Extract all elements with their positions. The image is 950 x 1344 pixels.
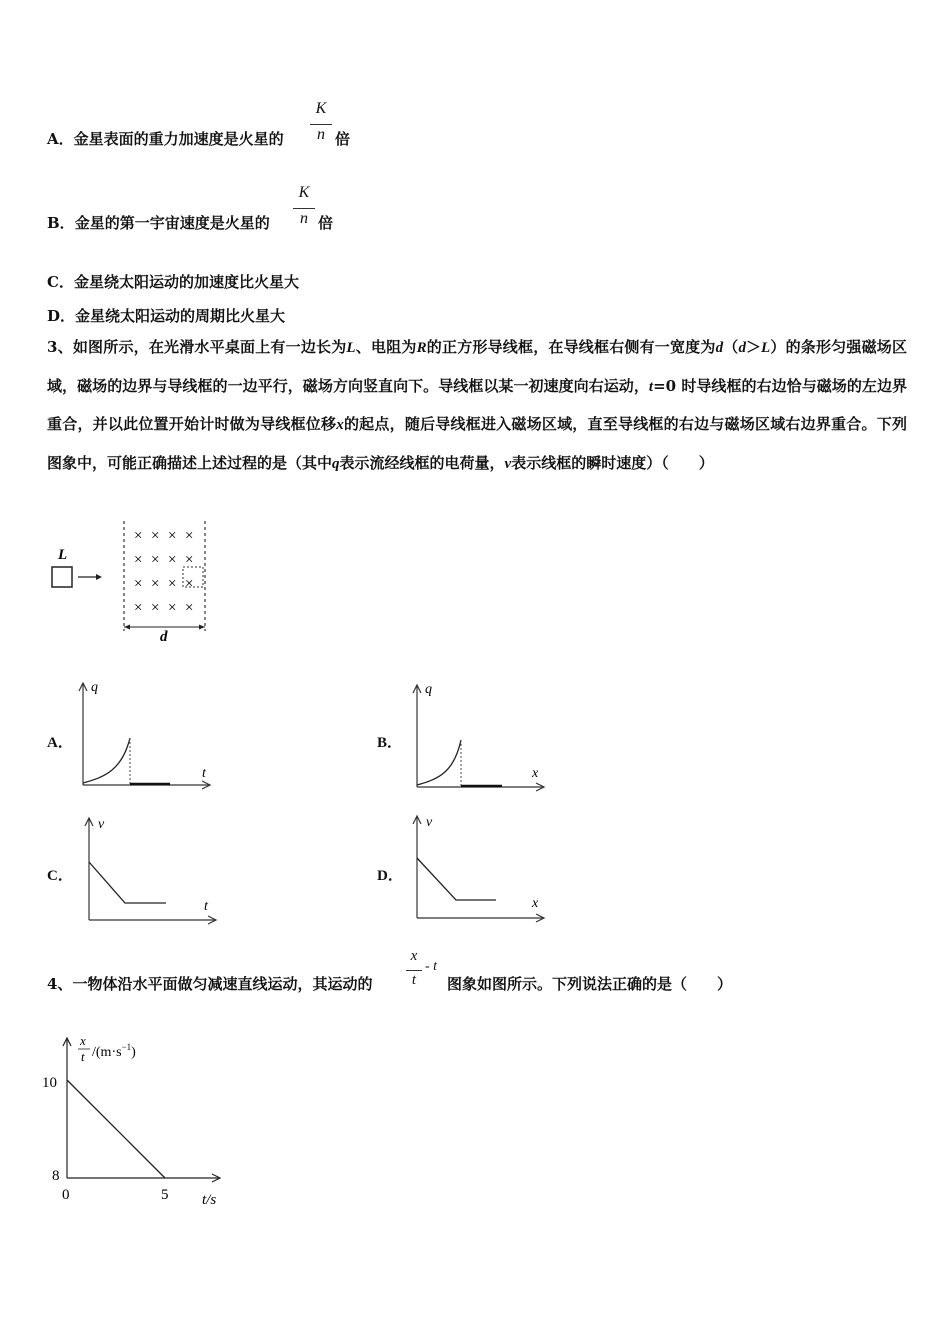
field-cross: × — [168, 600, 177, 616]
velocity-line — [417, 858, 496, 900]
x-axis-label: t/s — [202, 1192, 217, 1208]
option-a-suffix: 倍 — [335, 130, 351, 148]
question-number: 4、 — [47, 975, 73, 993]
option-c — [47, 271, 299, 292]
option-d — [47, 305, 285, 326]
field-cross: × — [168, 552, 177, 568]
field-cross: × — [151, 600, 160, 616]
velocity-line — [89, 862, 166, 903]
fraction-numerator: x — [410, 948, 418, 964]
graph-a — [70, 675, 220, 795]
x-axis-label: t — [204, 899, 208, 914]
option-a-text: 金星表面的重力加速度是火星的 — [73, 130, 284, 148]
question-3-stem — [47, 329, 907, 483]
var-t: t — [648, 378, 654, 395]
fraction-denominator: n — [300, 210, 308, 227]
q4-xt-chart — [40, 1030, 240, 1210]
stem-text: 的正方形导线框，在导线框右侧有一宽度为 — [426, 338, 716, 356]
dim-arrow-right — [199, 625, 205, 630]
option-b-label: B． — [47, 214, 75, 232]
field-cross: × — [168, 576, 177, 592]
fraction-denominator: n — [317, 126, 325, 143]
option-d-label: D． — [47, 307, 76, 325]
stem-text: 如图所示，在光滑水平桌面上有一边长为 — [72, 338, 347, 356]
graph-d-label: D． — [377, 868, 403, 884]
field-cross: × — [134, 552, 143, 568]
option-a-label: A． — [47, 130, 74, 148]
var-d: d — [738, 340, 746, 356]
option-d-text: 金星绕太阳运动的周期比火星大 — [75, 307, 286, 325]
field-cross: × — [151, 528, 160, 544]
dim-arrow-left — [124, 625, 130, 630]
question-4-stem-end: 图象如图所示。下列说法正确的是（ ） — [447, 975, 733, 993]
stem-text: 表示流经线框的电荷量， — [339, 453, 505, 472]
question-4-stem — [47, 973, 372, 994]
field-cross: × — [134, 600, 143, 616]
stem-text: （ — [723, 338, 739, 356]
var-x: x — [336, 417, 344, 433]
label-L: L — [58, 547, 68, 563]
var-L: L — [346, 340, 356, 356]
y-tick-10: 10 — [42, 1075, 57, 1091]
var-L: L — [761, 340, 771, 356]
fraction-bar — [310, 124, 332, 125]
x-axis-label: x — [532, 896, 539, 911]
y-label-close: ) — [131, 1045, 136, 1060]
field-cross: × — [168, 528, 177, 544]
var-v: v — [504, 455, 512, 472]
y-label-unit — [92, 1042, 136, 1060]
graph-d — [404, 808, 554, 928]
fraction-denominator: t — [411, 972, 417, 988]
field-cross: × — [185, 576, 194, 592]
y-label-exponent: −1 — [121, 1042, 132, 1052]
y-label-numerator: x — [80, 1033, 86, 1048]
x-axis-label: x — [532, 766, 539, 781]
option-b — [47, 212, 270, 233]
square-loop — [52, 567, 72, 587]
field-cross: × — [151, 552, 160, 568]
y-label-unit-text: /(m·s — [92, 1045, 122, 1060]
field-cross: × — [185, 528, 194, 544]
graph-c — [76, 810, 226, 930]
label-d: d — [160, 629, 168, 645]
stem-text: ）的条形匀强磁场区域，磁场的边界与导线框的一边平行，磁场方向竖直向下。导线框以某一初速度向右运动， — [47, 338, 907, 395]
question-number: 3、 — [47, 338, 73, 356]
graph-c-label: C． — [47, 868, 73, 884]
fraction-numerator: K — [315, 100, 327, 117]
option-c-text: 金星绕太阳运动的加速度比火星大 — [73, 273, 299, 291]
stem-text: 表示线框的瞬时速度）（ ） — [511, 453, 714, 472]
y-axis-label: q — [91, 680, 98, 695]
data-line — [67, 1080, 165, 1178]
field-cross: × — [185, 552, 194, 568]
y-axis-label: v — [98, 817, 105, 832]
charge-curve — [417, 740, 461, 785]
y-axis-label: v — [426, 815, 433, 830]
x-axis-label: t — [202, 766, 206, 781]
y-axis-label: q — [425, 682, 432, 697]
stem-text: 的起点，随后导线框进入磁场区域，直至导线框的右边与磁场区域右边界重合。下列图象中，可能正确描述上述过程的是（其中 — [47, 415, 907, 472]
stem-text: 一物体沿水平面做匀减速直线运动，其运动的 — [72, 975, 373, 993]
option-b-suffix: 倍 — [318, 214, 334, 232]
var-d: d — [715, 340, 724, 356]
arrow-head — [96, 574, 102, 580]
field-cross: × — [151, 576, 160, 592]
q4-dash-t: - t — [425, 959, 438, 974]
charge-curve — [83, 738, 130, 783]
option-b-text: 金星的第一宇宙速度是火星的 — [74, 214, 270, 232]
x-tick-0: 0 — [62, 1187, 70, 1203]
field-cross: × — [134, 576, 143, 592]
graph-a-label: A． — [47, 735, 73, 751]
magnetic-field-figure — [40, 515, 220, 645]
option-a — [47, 128, 284, 149]
stem-text: =0 时导线框的右边恰与磁场的左边界重合，并以此位置开始计时做为导线框位移 — [47, 376, 907, 433]
var-q: q — [332, 455, 340, 472]
fraction-bar — [406, 970, 422, 971]
option-a-fraction — [310, 100, 332, 148]
field-crosses — [134, 528, 193, 616]
y-label-denominator: t — [81, 1049, 85, 1064]
option-b-fraction — [293, 184, 315, 232]
stem-text: 、电阻为 — [355, 338, 417, 356]
x-tick-5: 5 — [161, 1187, 169, 1203]
var-R: R — [416, 340, 427, 356]
option-c-label: C． — [47, 273, 74, 291]
stem-text: ＞ — [746, 338, 762, 356]
fraction-numerator: K — [298, 184, 310, 201]
fraction-bar — [293, 208, 315, 209]
graph-b-label: B． — [377, 735, 403, 751]
y-tick-8: 8 — [52, 1168, 60, 1184]
field-cross: × — [185, 600, 194, 616]
q4-fraction — [406, 948, 422, 996]
field-cross: × — [134, 528, 143, 544]
graph-b — [404, 677, 554, 797]
